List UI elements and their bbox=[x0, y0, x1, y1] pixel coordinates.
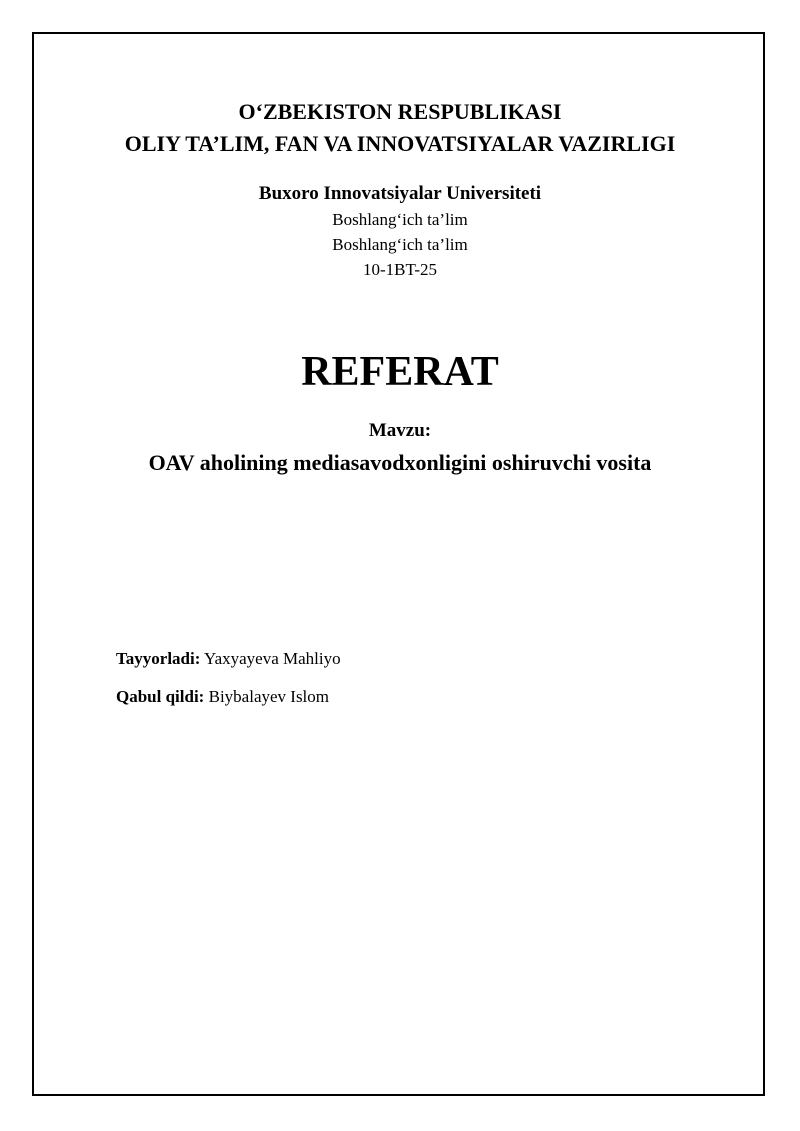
direction-name: Boshlang‘ich ta’lim bbox=[332, 235, 468, 254]
group-code: 10-1BT-25 bbox=[363, 260, 437, 279]
country-heading: O‘ZBEKISTON RESPUBLIKASI bbox=[238, 99, 562, 124]
prepared-by-label: Tayyorladi: bbox=[116, 649, 201, 668]
ministry-heading: OLIY TA’LIM, FAN VA INNOVATSIYALAR VAZIRLIGI bbox=[124, 131, 676, 156]
accepted-by-label: Qabul qildi: bbox=[116, 687, 205, 706]
accepted-by-name: Biybalayev Islom bbox=[208, 687, 330, 706]
prepared-by-line bbox=[116, 648, 341, 670]
university-name: Buxoro Innovatsiyalar Universiteti bbox=[258, 183, 542, 204]
faculty-name: Boshlang‘ich ta’lim bbox=[332, 210, 468, 229]
prepared-by-name: Yaxyayeva Mahliyo bbox=[204, 649, 341, 668]
document-title: REFERAT bbox=[301, 349, 499, 395]
topic-text: OAV aholining mediasavodxonligini oshiruvchi vosita bbox=[148, 450, 652, 475]
topic-label: Mavzu: bbox=[368, 420, 432, 441]
accepted-by-line bbox=[116, 686, 329, 708]
